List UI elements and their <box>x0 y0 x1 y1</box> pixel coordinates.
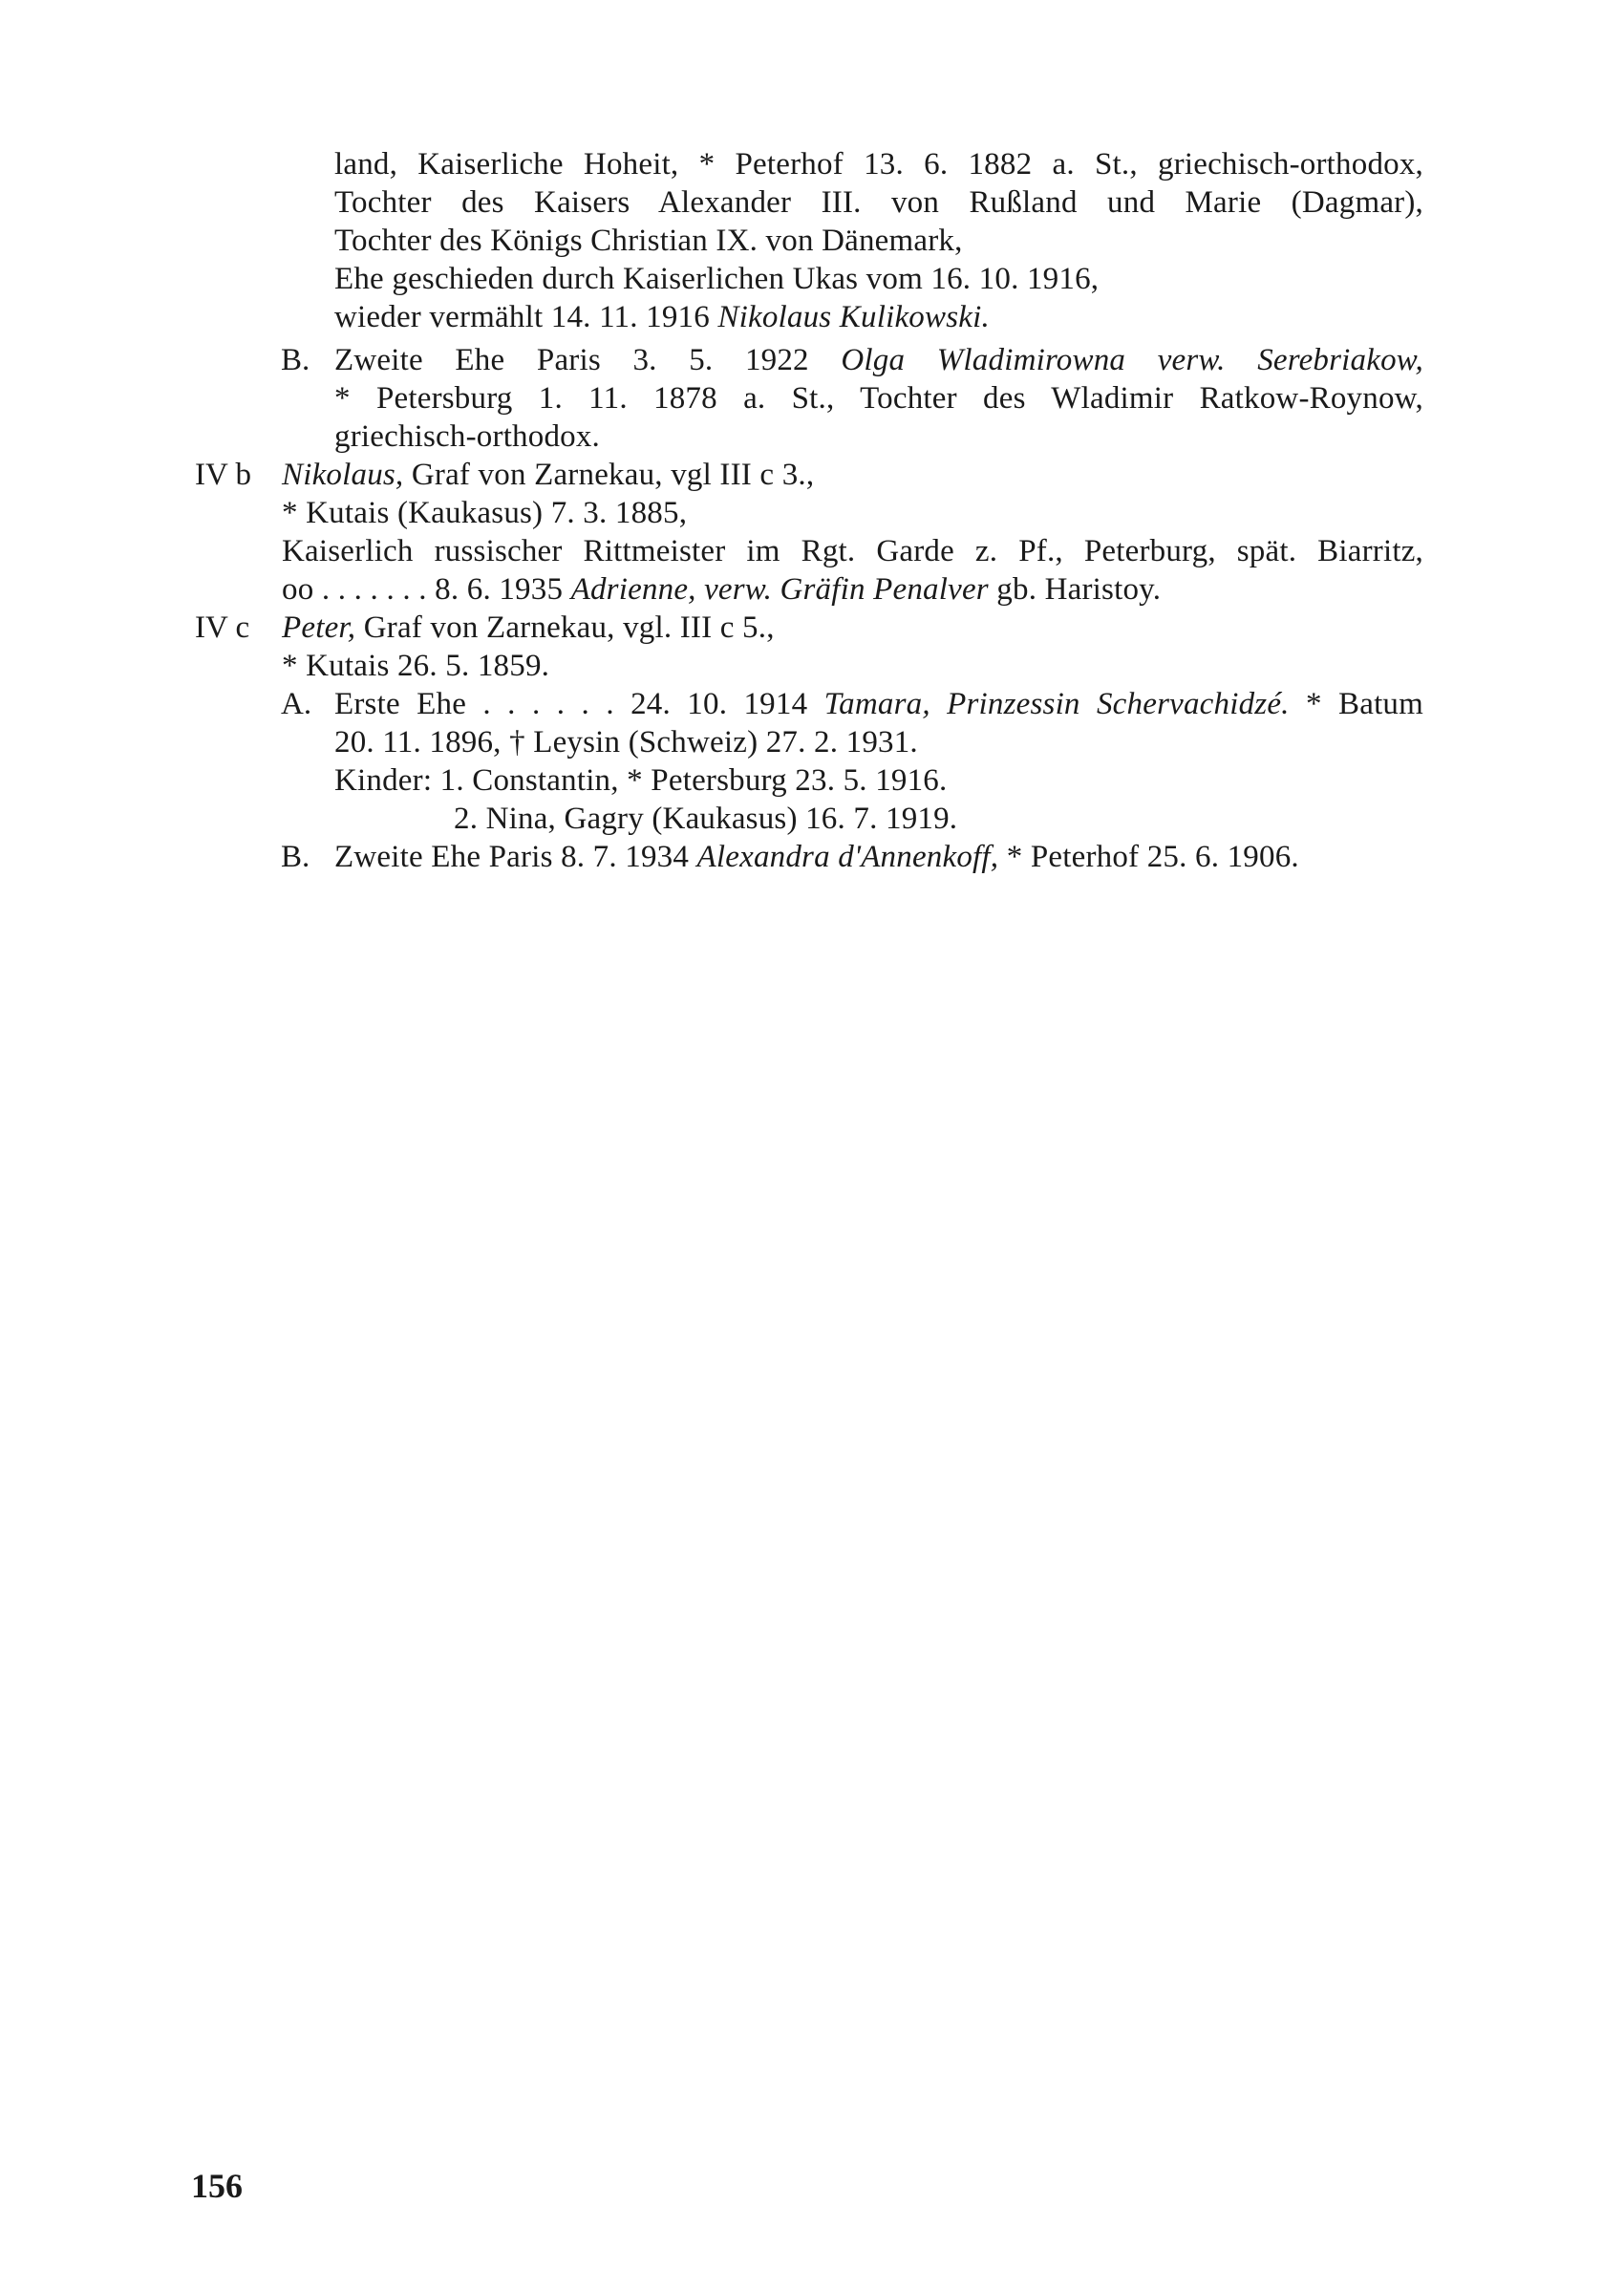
text-line <box>334 723 918 761</box>
spouse-name: Adrienne, verw. Gräfin Penalver <box>570 572 989 607</box>
label-text: B. <box>281 840 310 874</box>
text-line <box>334 685 1423 723</box>
line-text: 20. 11. 1896, † Leysin (Schweiz) 27. 2. 1931. <box>334 725 918 760</box>
text-line <box>334 260 1099 298</box>
line-text: * Kutais 26. 5. 1859. <box>282 649 550 683</box>
label-text: B. <box>281 343 310 377</box>
line-text: Zweite Ehe Paris 3. 5. 1922 <box>334 343 809 377</box>
text-line <box>282 532 1423 570</box>
text-line <box>282 647 549 685</box>
section-label <box>281 685 311 723</box>
text-line <box>334 183 1423 222</box>
text-line <box>334 145 1423 183</box>
text-line <box>334 222 963 260</box>
line-text: * Petersburg 1. 11. 1878 a. St., Tochter des Wladimir Ratkow-Roynow, <box>334 381 1423 416</box>
text-line <box>334 761 947 800</box>
line-text: Kaiserlich russischer Rittmeister im Rgt. Garde z. Pf., Peterburg, spät. Biarritz, <box>282 534 1423 568</box>
section-label <box>281 341 310 379</box>
person-name: Peter, <box>282 610 356 645</box>
line-text: gb. Haristoy. <box>996 572 1162 607</box>
text-line <box>334 838 1299 876</box>
line-text: wieder vermählt 14. 11. 1916 <box>334 300 710 334</box>
text-line <box>282 456 814 494</box>
person-name: Nikolaus, <box>282 458 404 492</box>
spouse-name: Olga Wladimirowna verw. Serebriakow, <box>841 343 1424 377</box>
section-label <box>195 456 251 494</box>
spouse-name: Nikolaus Kulikowski. <box>717 300 990 334</box>
line-text: * Peterhof 25. 6. 1906. <box>1006 840 1299 874</box>
section-label <box>195 609 249 647</box>
spouse-name: Tamara, Prinzessin Schervachidzé. <box>823 687 1290 721</box>
label-text: A. <box>281 687 312 721</box>
line-text: Zweite Ehe Paris 8. 7. 1934 <box>334 840 690 874</box>
text-line <box>334 341 1423 379</box>
line-text: 2. Nina, Gagry (Kaukasus) 16. 7. 1919. <box>454 802 958 836</box>
text-line <box>282 570 1161 609</box>
line-text: Graf von Zarnekau, vgl. III c 5., <box>363 610 775 645</box>
label-text: IV b <box>195 458 251 492</box>
line-text: Graf von Zarnekau, vgl III c 3., <box>411 458 815 492</box>
page-number: 156 <box>191 2167 243 2205</box>
text-line <box>282 494 687 532</box>
line-text: Kinder: 1. Constantin, * Petersburg 23. 5. 1916. <box>334 763 948 798</box>
text-line <box>454 800 957 838</box>
line-text: oo . . . . . . . 8. 6. 1935 <box>282 572 564 607</box>
line-text: * Kutais (Kaukasus) 7. 3. 1885, <box>282 496 688 530</box>
text-line <box>282 609 775 647</box>
text-line <box>334 379 1423 417</box>
spouse-name: Alexandra d'Annenkoff, <box>696 840 999 874</box>
line-text: * Batum <box>1305 687 1424 721</box>
line-text: land, Kaiserliche Hoheit, * Peterhof 13. 6. 1882 a. St., griechisch-orthodox, <box>334 147 1423 182</box>
line-text: Tochter des Königs Christian IX. von Dänemark, <box>334 224 963 258</box>
label-text: IV c <box>195 610 250 645</box>
line-text: griechisch-orthodox. <box>334 419 601 454</box>
text-line <box>334 298 990 336</box>
section-label <box>281 838 310 876</box>
line-text: Erste Ehe . . . . . . 24. 10. 1914 <box>334 687 808 721</box>
text-line <box>334 417 600 456</box>
line-text: Tochter des Kaisers Alexander III. von Rußland und Marie (Dagmar), <box>334 185 1423 220</box>
line-text: Ehe geschieden durch Kaiserlichen Ukas vom 16. 10. 1916, <box>334 262 1100 296</box>
